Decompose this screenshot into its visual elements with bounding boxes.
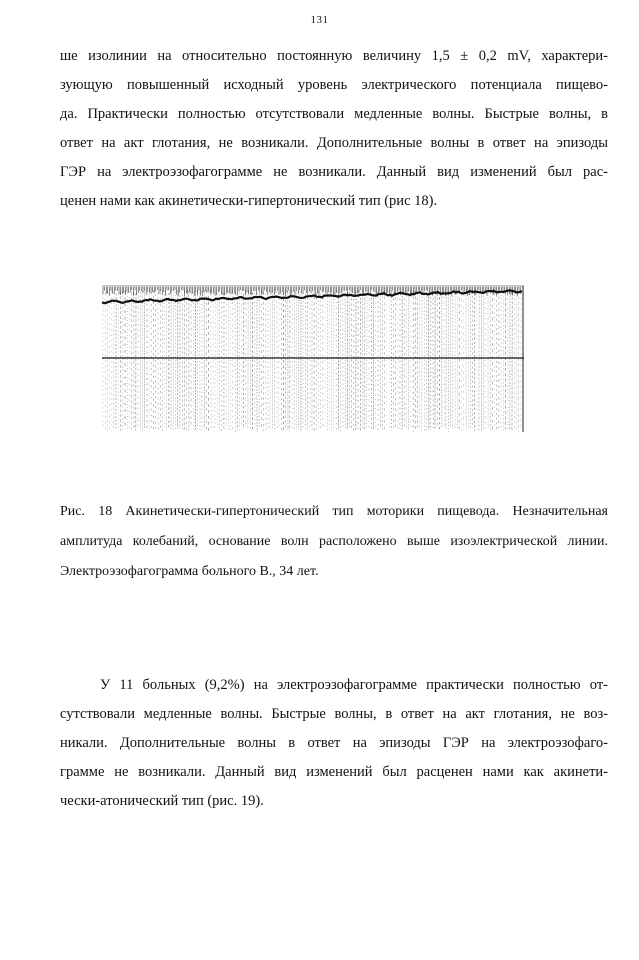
figure-18-caption <box>60 497 608 587</box>
page-number: 131 <box>310 14 329 26</box>
paragraph-2-line: грамме не возникали. Данный вид изменений был расценен нами как акинети- <box>60 764 608 780</box>
caption-line: Рис. 18 Акинетически-гипертонический тип моторики пищевода. Незначительная <box>60 504 608 519</box>
paragraph-2-line: сутствовали медленные волны. Быстрые волны, в ответ на акт глотания, не воз- <box>60 706 608 722</box>
figure-grid <box>103 287 521 432</box>
paragraph-1-line: ГЭР на электроэзофагограмме не возникали. Данный вид изменений был рас- <box>60 164 608 180</box>
paragraph-1-line: да. Практически полностью отсутствовали медленные волны. Быстрые волны, в <box>60 106 608 122</box>
paragraph-2-line: никали. Дополнительные волны в ответ на эпизоды ГЭР на электроэзофаго- <box>60 735 608 751</box>
caption-line: Электроэзофагограмма больного В., 34 лет. <box>60 564 319 579</box>
paragraph-2 <box>60 671 608 816</box>
paragraph-1-line: ответ на акт глотания, не возникали. Дополнительные волны в ответ на эпизоды <box>60 135 608 151</box>
paragraph-2-line: чески-атонический тип (рис. 19). <box>60 793 264 809</box>
paragraph-1-line: зующую повышенный исходный уровень электрического потенциала пищево- <box>60 77 608 93</box>
paragraph-1-line: ценен нами как акинетически-гипертонический тип (рис 18). <box>60 193 438 209</box>
paragraph-1 <box>60 42 608 216</box>
caption-line: амплитуда колебаний, основание волн расположено выше изоэлектрической линии. <box>60 534 608 549</box>
figure-18-electroesophagogram <box>100 280 526 435</box>
paragraph-1-line: ше изолинии на относительно постоянную величину 1,5 ± 0,2 mV, характери- <box>60 48 608 64</box>
paragraph-2-line: У 11 больных (9,2%) на электроэзофагограмме практически полностью от- <box>100 677 608 693</box>
